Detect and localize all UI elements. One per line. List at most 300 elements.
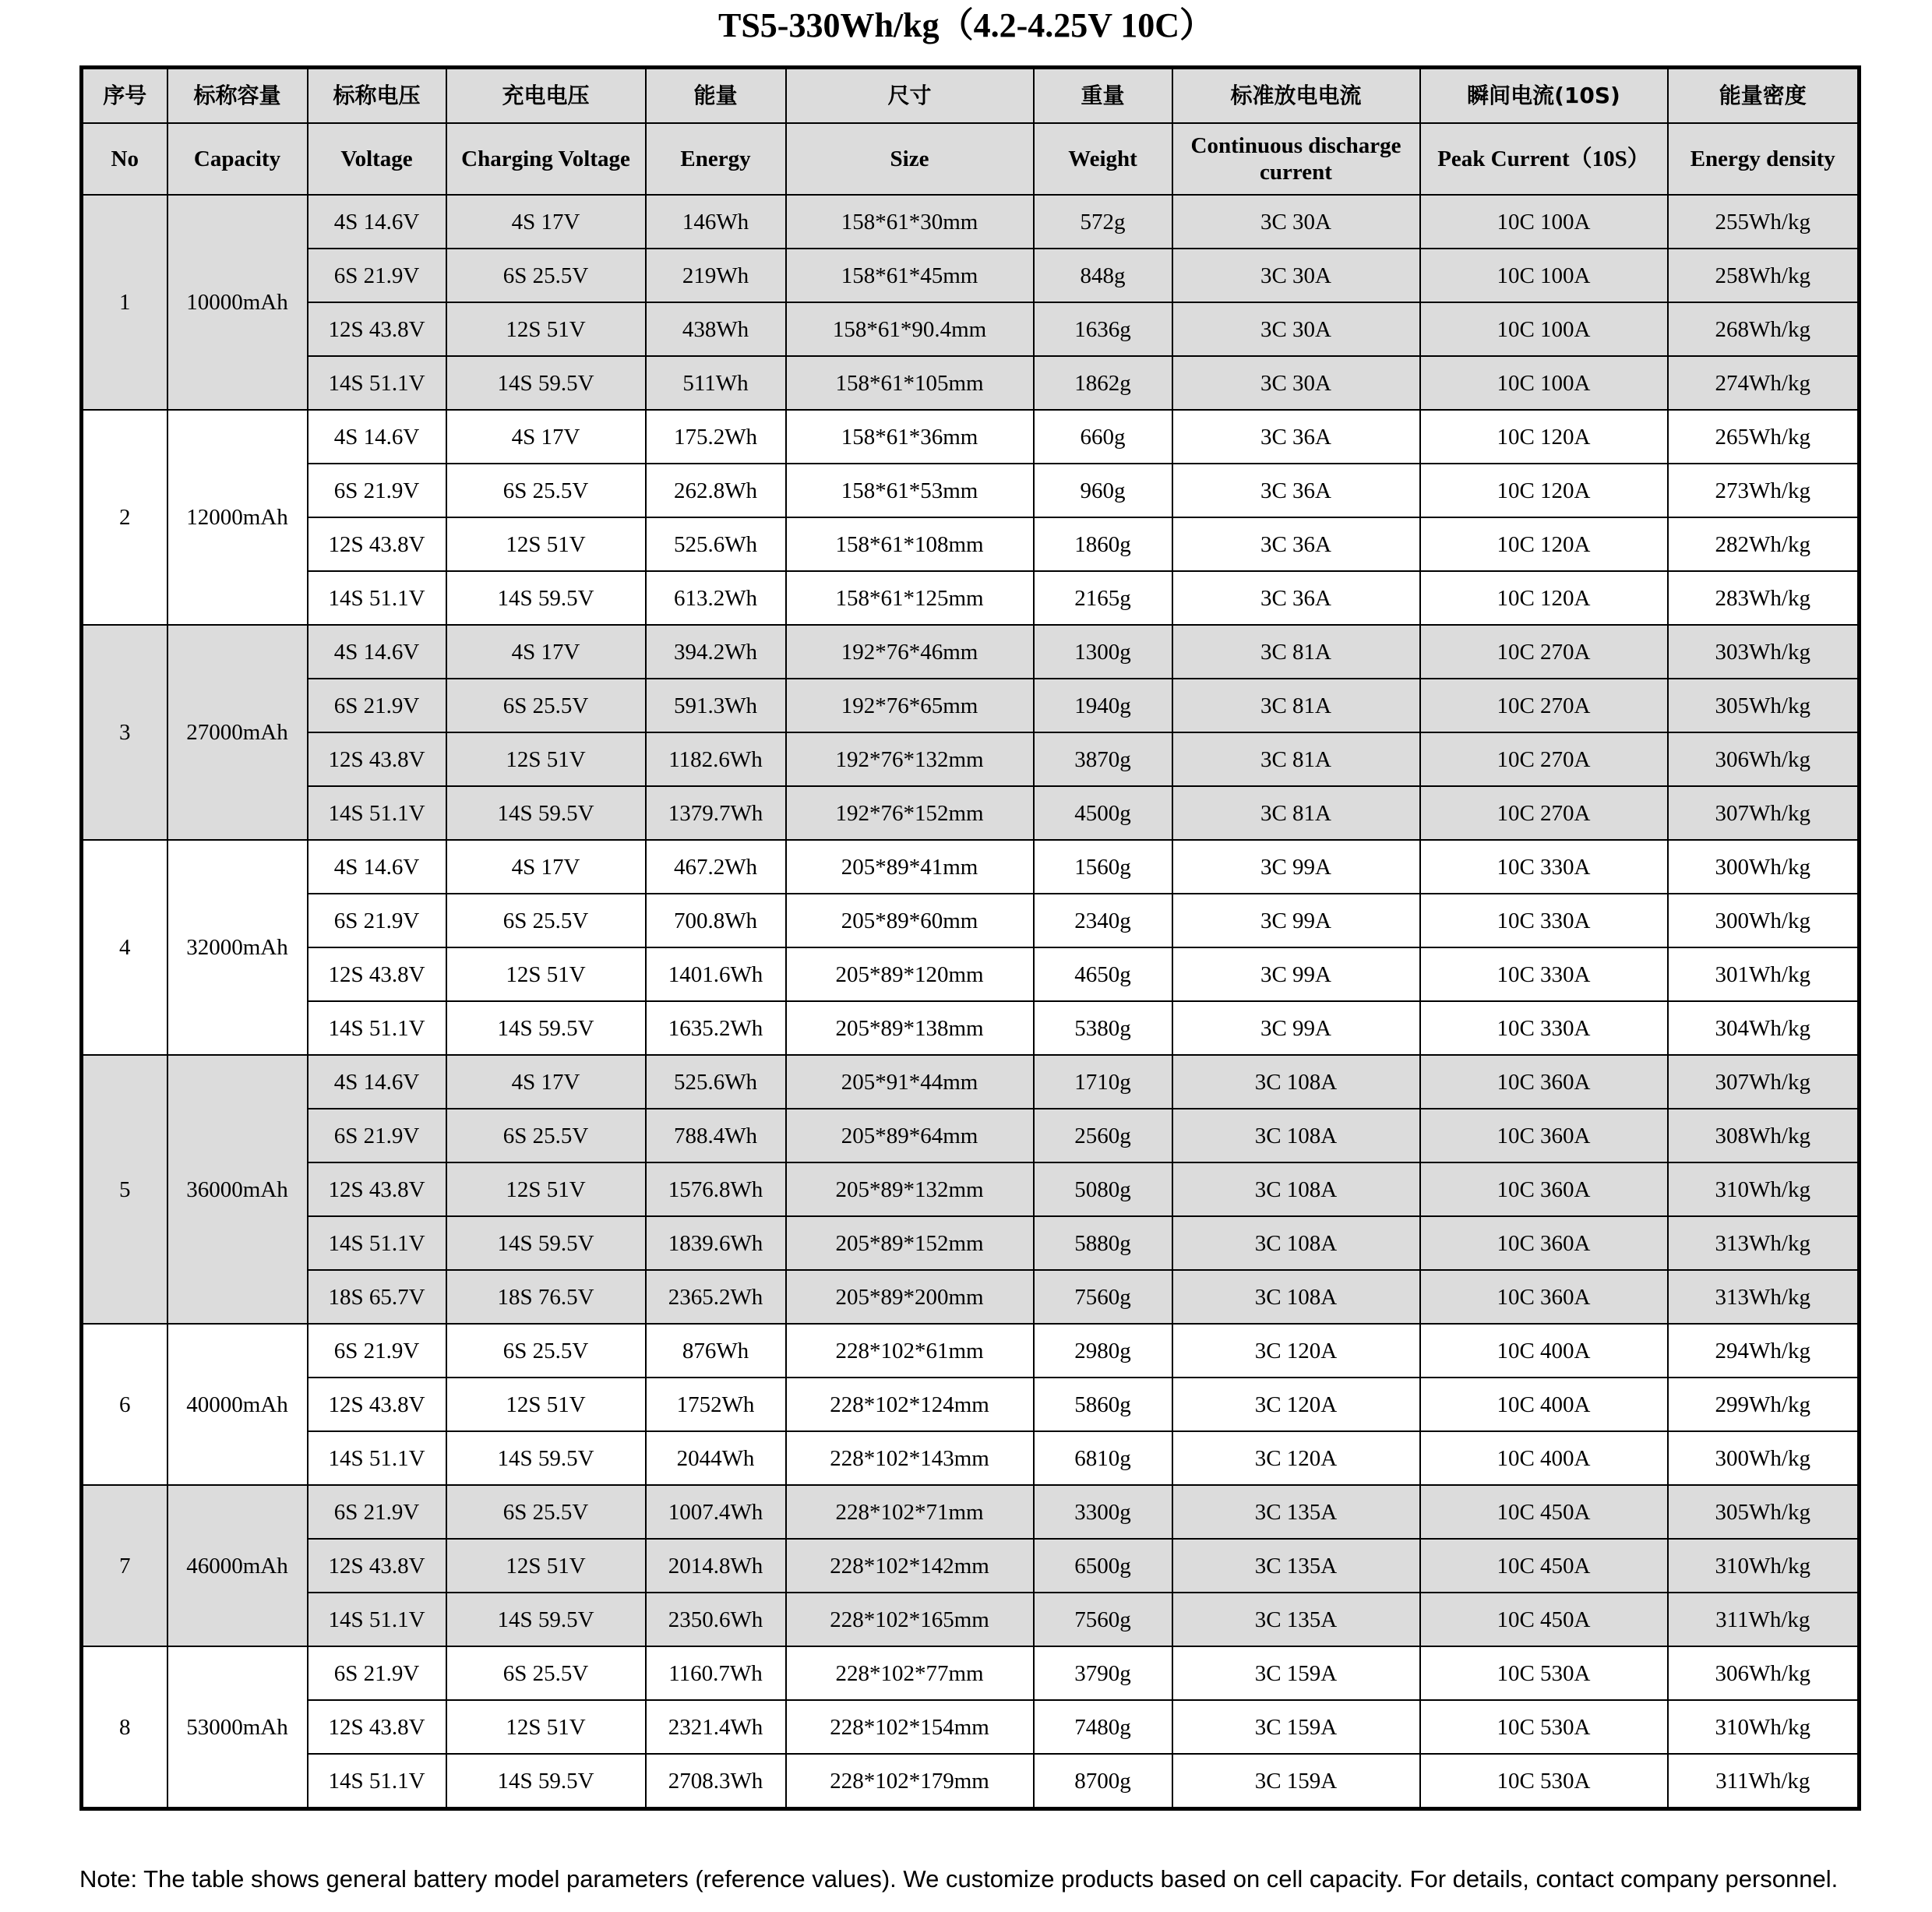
discharge-current-cell: 3C 159A bbox=[1172, 1646, 1420, 1700]
table-row bbox=[82, 786, 1860, 840]
peak-current-cell: 10C 360A bbox=[1420, 1109, 1668, 1162]
peak-current-cell: 10C 270A bbox=[1420, 732, 1668, 786]
energy-cell: 1182.6Wh bbox=[646, 732, 786, 786]
table-row bbox=[82, 195, 1860, 249]
table-row bbox=[82, 1001, 1860, 1055]
weight-cell: 5080g bbox=[1034, 1162, 1172, 1216]
size-cell: 192*76*46mm bbox=[786, 625, 1034, 679]
discharge-current-cell: 3C 159A bbox=[1172, 1754, 1420, 1809]
size-cell: 205*89*138mm bbox=[786, 1001, 1034, 1055]
voltage-cell: 4S 14.6V bbox=[308, 410, 446, 464]
capacity-cell: 12000mAh bbox=[167, 410, 308, 625]
size-cell: 205*91*44mm bbox=[786, 1055, 1034, 1109]
weight-cell: 1862g bbox=[1034, 356, 1172, 410]
weight-cell: 7480g bbox=[1034, 1700, 1172, 1754]
energy-cell: 1007.4Wh bbox=[646, 1485, 786, 1539]
weight-cell: 1300g bbox=[1034, 625, 1172, 679]
energy-density-cell: 307Wh/kg bbox=[1668, 1055, 1860, 1109]
size-cell: 228*102*179mm bbox=[786, 1754, 1034, 1809]
charging-voltage-cell: 4S 17V bbox=[446, 840, 646, 894]
charging-voltage-cell: 12S 51V bbox=[446, 1539, 646, 1593]
energy-cell: 146Wh bbox=[646, 195, 786, 249]
header-cell: Energy bbox=[646, 123, 786, 195]
table-row bbox=[82, 625, 1860, 679]
capacity-cell: 36000mAh bbox=[167, 1055, 308, 1324]
capacity-cell: 40000mAh bbox=[167, 1324, 308, 1485]
discharge-current-cell: 3C 99A bbox=[1172, 947, 1420, 1001]
charging-voltage-cell: 14S 59.5V bbox=[446, 1431, 646, 1485]
voltage-cell: 12S 43.8V bbox=[308, 1539, 446, 1593]
weight-cell: 1940g bbox=[1034, 679, 1172, 732]
size-cell: 228*102*143mm bbox=[786, 1431, 1034, 1485]
capacity-cell: 10000mAh bbox=[167, 195, 308, 410]
charging-voltage-cell: 14S 59.5V bbox=[446, 1216, 646, 1270]
charging-voltage-cell: 4S 17V bbox=[446, 410, 646, 464]
voltage-cell: 4S 14.6V bbox=[308, 840, 446, 894]
discharge-current-cell: 3C 36A bbox=[1172, 571, 1420, 625]
discharge-current-cell: 3C 120A bbox=[1172, 1378, 1420, 1431]
energy-density-cell: 313Wh/kg bbox=[1668, 1216, 1860, 1270]
size-cell: 158*61*90.4mm bbox=[786, 302, 1034, 356]
energy-density-cell: 305Wh/kg bbox=[1668, 1485, 1860, 1539]
table-row bbox=[82, 1646, 1860, 1700]
voltage-cell: 12S 43.8V bbox=[308, 1700, 446, 1754]
peak-current-cell: 10C 530A bbox=[1420, 1754, 1668, 1809]
size-cell: 228*102*165mm bbox=[786, 1593, 1034, 1646]
table-row bbox=[82, 1593, 1860, 1646]
voltage-cell: 12S 43.8V bbox=[308, 517, 446, 571]
weight-cell: 660g bbox=[1034, 410, 1172, 464]
voltage-cell: 6S 21.9V bbox=[308, 249, 446, 302]
header-cell: Weight bbox=[1034, 123, 1172, 195]
header-cell: Size bbox=[786, 123, 1034, 195]
voltage-cell: 14S 51.1V bbox=[308, 571, 446, 625]
energy-cell: 2044Wh bbox=[646, 1431, 786, 1485]
peak-current-cell: 10C 120A bbox=[1420, 571, 1668, 625]
discharge-current-cell: 3C 135A bbox=[1172, 1539, 1420, 1593]
charging-voltage-cell: 4S 17V bbox=[446, 195, 646, 249]
charging-voltage-cell: 6S 25.5V bbox=[446, 1324, 646, 1378]
table-row bbox=[82, 1055, 1860, 1109]
header-cell: Voltage bbox=[308, 123, 446, 195]
discharge-current-cell: 3C 81A bbox=[1172, 625, 1420, 679]
voltage-cell: 4S 14.6V bbox=[308, 195, 446, 249]
discharge-current-cell: 3C 99A bbox=[1172, 1001, 1420, 1055]
energy-density-cell: 282Wh/kg bbox=[1668, 517, 1860, 571]
energy-cell: 2350.6Wh bbox=[646, 1593, 786, 1646]
discharge-current-cell: 3C 36A bbox=[1172, 410, 1420, 464]
size-cell: 158*61*30mm bbox=[786, 195, 1034, 249]
size-cell: 228*102*71mm bbox=[786, 1485, 1034, 1539]
energy-density-cell: 273Wh/kg bbox=[1668, 464, 1860, 517]
discharge-current-cell: 3C 108A bbox=[1172, 1055, 1420, 1109]
voltage-cell: 4S 14.6V bbox=[308, 1055, 446, 1109]
discharge-current-cell: 3C 135A bbox=[1172, 1485, 1420, 1539]
charging-voltage-cell: 14S 59.5V bbox=[446, 1593, 646, 1646]
peak-current-cell: 10C 330A bbox=[1420, 840, 1668, 894]
energy-density-cell: 307Wh/kg bbox=[1668, 786, 1860, 840]
discharge-current-cell: 3C 120A bbox=[1172, 1324, 1420, 1378]
table-row bbox=[82, 1324, 1860, 1378]
energy-density-cell: 255Wh/kg bbox=[1668, 195, 1860, 249]
no-cell: 3 bbox=[82, 625, 167, 840]
weight-cell: 3870g bbox=[1034, 732, 1172, 786]
header-cell: No bbox=[82, 123, 167, 195]
weight-cell: 1560g bbox=[1034, 840, 1172, 894]
peak-current-cell: 10C 400A bbox=[1420, 1431, 1668, 1485]
table-row bbox=[82, 571, 1860, 625]
header-cell: 尺寸 bbox=[786, 68, 1034, 124]
size-cell: 228*102*154mm bbox=[786, 1700, 1034, 1754]
discharge-current-cell: 3C 36A bbox=[1172, 517, 1420, 571]
voltage-cell: 6S 21.9V bbox=[308, 894, 446, 947]
size-cell: 205*89*200mm bbox=[786, 1270, 1034, 1324]
energy-cell: 175.2Wh bbox=[646, 410, 786, 464]
energy-density-cell: 299Wh/kg bbox=[1668, 1378, 1860, 1431]
header-cell: 能量密度 bbox=[1668, 68, 1860, 124]
size-cell: 158*61*125mm bbox=[786, 571, 1034, 625]
table-row bbox=[82, 1378, 1860, 1431]
weight-cell: 5380g bbox=[1034, 1001, 1172, 1055]
energy-density-cell: 300Wh/kg bbox=[1668, 1431, 1860, 1485]
energy-cell: 1839.6Wh bbox=[646, 1216, 786, 1270]
charging-voltage-cell: 12S 51V bbox=[446, 517, 646, 571]
weight-cell: 5860g bbox=[1034, 1378, 1172, 1431]
energy-density-cell: 294Wh/kg bbox=[1668, 1324, 1860, 1378]
size-cell: 192*76*65mm bbox=[786, 679, 1034, 732]
size-cell: 205*89*132mm bbox=[786, 1162, 1034, 1216]
weight-cell: 572g bbox=[1034, 195, 1172, 249]
battery-spec-table bbox=[79, 65, 1861, 1811]
peak-current-cell: 10C 450A bbox=[1420, 1539, 1668, 1593]
no-cell: 1 bbox=[82, 195, 167, 410]
weight-cell: 4500g bbox=[1034, 786, 1172, 840]
energy-density-cell: 304Wh/kg bbox=[1668, 1001, 1860, 1055]
energy-cell: 1752Wh bbox=[646, 1378, 786, 1431]
weight-cell: 2560g bbox=[1034, 1109, 1172, 1162]
charging-voltage-cell: 14S 59.5V bbox=[446, 1001, 646, 1055]
voltage-cell: 6S 21.9V bbox=[308, 1646, 446, 1700]
voltage-cell: 14S 51.1V bbox=[308, 356, 446, 410]
header-cell: Charging Voltage bbox=[446, 123, 646, 195]
peak-current-cell: 10C 360A bbox=[1420, 1055, 1668, 1109]
weight-cell: 2980g bbox=[1034, 1324, 1172, 1378]
discharge-current-cell: 3C 108A bbox=[1172, 1109, 1420, 1162]
energy-cell: 1635.2Wh bbox=[646, 1001, 786, 1055]
size-cell: 228*102*61mm bbox=[786, 1324, 1034, 1378]
weight-cell: 2340g bbox=[1034, 894, 1172, 947]
charging-voltage-cell: 6S 25.5V bbox=[446, 1646, 646, 1700]
energy-cell: 511Wh bbox=[646, 356, 786, 410]
peak-current-cell: 10C 530A bbox=[1420, 1646, 1668, 1700]
voltage-cell: 6S 21.9V bbox=[308, 1109, 446, 1162]
voltage-cell: 14S 51.1V bbox=[308, 1754, 446, 1809]
energy-density-cell: 283Wh/kg bbox=[1668, 571, 1860, 625]
size-cell: 192*76*152mm bbox=[786, 786, 1034, 840]
voltage-cell: 14S 51.1V bbox=[308, 1593, 446, 1646]
header-cell: 充电电压 bbox=[446, 68, 646, 124]
size-cell: 205*89*152mm bbox=[786, 1216, 1034, 1270]
discharge-current-cell: 3C 108A bbox=[1172, 1216, 1420, 1270]
no-cell: 5 bbox=[82, 1055, 167, 1324]
header-cell: Continuous discharge current bbox=[1172, 123, 1420, 195]
capacity-cell: 46000mAh bbox=[167, 1485, 308, 1646]
discharge-current-cell: 3C 30A bbox=[1172, 195, 1420, 249]
energy-cell: 700.8Wh bbox=[646, 894, 786, 947]
weight-cell: 960g bbox=[1034, 464, 1172, 517]
peak-current-cell: 10C 270A bbox=[1420, 786, 1668, 840]
charging-voltage-cell: 6S 25.5V bbox=[446, 1109, 646, 1162]
discharge-current-cell: 3C 81A bbox=[1172, 786, 1420, 840]
peak-current-cell: 10C 530A bbox=[1420, 1700, 1668, 1754]
charging-voltage-cell: 12S 51V bbox=[446, 732, 646, 786]
charging-voltage-cell: 12S 51V bbox=[446, 1162, 646, 1216]
energy-cell: 1401.6Wh bbox=[646, 947, 786, 1001]
charging-voltage-cell: 12S 51V bbox=[446, 302, 646, 356]
discharge-current-cell: 3C 36A bbox=[1172, 464, 1420, 517]
weight-cell: 8700g bbox=[1034, 1754, 1172, 1809]
table-row bbox=[82, 1270, 1860, 1324]
energy-density-cell: 310Wh/kg bbox=[1668, 1539, 1860, 1593]
discharge-current-cell: 3C 81A bbox=[1172, 732, 1420, 786]
energy-cell: 591.3Wh bbox=[646, 679, 786, 732]
header-cell: Energy density bbox=[1668, 123, 1860, 195]
energy-cell: 613.2Wh bbox=[646, 571, 786, 625]
energy-density-cell: 311Wh/kg bbox=[1668, 1593, 1860, 1646]
weight-cell: 5880g bbox=[1034, 1216, 1172, 1270]
header-cell: Peak Current（10S） bbox=[1420, 123, 1668, 195]
discharge-current-cell: 3C 120A bbox=[1172, 1431, 1420, 1485]
peak-current-cell: 10C 120A bbox=[1420, 410, 1668, 464]
charging-voltage-cell: 14S 59.5V bbox=[446, 786, 646, 840]
size-cell: 158*61*36mm bbox=[786, 410, 1034, 464]
energy-density-cell: 300Wh/kg bbox=[1668, 894, 1860, 947]
weight-cell: 3300g bbox=[1034, 1485, 1172, 1539]
discharge-current-cell: 3C 30A bbox=[1172, 302, 1420, 356]
energy-cell: 1576.8Wh bbox=[646, 1162, 786, 1216]
voltage-cell: 12S 43.8V bbox=[308, 947, 446, 1001]
energy-density-cell: 308Wh/kg bbox=[1668, 1109, 1860, 1162]
voltage-cell: 14S 51.1V bbox=[308, 786, 446, 840]
energy-density-cell: 310Wh/kg bbox=[1668, 1700, 1860, 1754]
page-title: TS5-330Wh/kg（4.2-4.25V 10C） bbox=[717, 6, 1215, 44]
capacity-cell: 27000mAh bbox=[167, 625, 308, 840]
peak-current-cell: 10C 100A bbox=[1420, 195, 1668, 249]
peak-current-cell: 10C 450A bbox=[1420, 1485, 1668, 1539]
voltage-cell: 14S 51.1V bbox=[308, 1216, 446, 1270]
table-row bbox=[82, 1162, 1860, 1216]
table-row bbox=[82, 517, 1860, 571]
size-cell: 228*102*77mm bbox=[786, 1646, 1034, 1700]
discharge-current-cell: 3C 99A bbox=[1172, 894, 1420, 947]
weight-cell: 4650g bbox=[1034, 947, 1172, 1001]
charging-voltage-cell: 6S 25.5V bbox=[446, 1485, 646, 1539]
table-row bbox=[82, 1700, 1860, 1754]
table-row bbox=[82, 679, 1860, 732]
weight-cell: 848g bbox=[1034, 249, 1172, 302]
no-cell: 8 bbox=[82, 1646, 167, 1809]
table-body bbox=[82, 68, 1860, 1809]
energy-cell: 876Wh bbox=[646, 1324, 786, 1378]
voltage-cell: 12S 43.8V bbox=[308, 1378, 446, 1431]
charging-voltage-cell: 6S 25.5V bbox=[446, 249, 646, 302]
table-row bbox=[82, 410, 1860, 464]
peak-current-cell: 10C 100A bbox=[1420, 302, 1668, 356]
header-cell: 标准放电电流 bbox=[1172, 68, 1420, 124]
discharge-current-cell: 3C 159A bbox=[1172, 1700, 1420, 1754]
voltage-cell: 14S 51.1V bbox=[308, 1001, 446, 1055]
charging-voltage-cell: 4S 17V bbox=[446, 1055, 646, 1109]
peak-current-cell: 10C 360A bbox=[1420, 1270, 1668, 1324]
weight-cell: 6500g bbox=[1034, 1539, 1172, 1593]
size-cell: 158*61*105mm bbox=[786, 356, 1034, 410]
size-cell: 158*61*53mm bbox=[786, 464, 1034, 517]
size-cell: 228*102*142mm bbox=[786, 1539, 1034, 1593]
table-row bbox=[82, 894, 1860, 947]
charging-voltage-cell: 6S 25.5V bbox=[446, 464, 646, 517]
voltage-cell: 6S 21.9V bbox=[308, 1485, 446, 1539]
energy-density-cell: 305Wh/kg bbox=[1668, 679, 1860, 732]
header-row-english bbox=[82, 123, 1860, 195]
size-cell: 205*89*60mm bbox=[786, 894, 1034, 947]
peak-current-cell: 10C 400A bbox=[1420, 1378, 1668, 1431]
peak-current-cell: 10C 100A bbox=[1420, 356, 1668, 410]
peak-current-cell: 10C 330A bbox=[1420, 894, 1668, 947]
charging-voltage-cell: 6S 25.5V bbox=[446, 679, 646, 732]
energy-density-cell: 301Wh/kg bbox=[1668, 947, 1860, 1001]
size-cell: 192*76*132mm bbox=[786, 732, 1034, 786]
discharge-current-cell: 3C 99A bbox=[1172, 840, 1420, 894]
table-row bbox=[82, 464, 1860, 517]
weight-cell: 7560g bbox=[1034, 1593, 1172, 1646]
energy-density-cell: 258Wh/kg bbox=[1668, 249, 1860, 302]
weight-cell: 3790g bbox=[1034, 1646, 1172, 1700]
charging-voltage-cell: 12S 51V bbox=[446, 1378, 646, 1431]
table-row bbox=[82, 732, 1860, 786]
discharge-current-cell: 3C 108A bbox=[1172, 1162, 1420, 1216]
energy-cell: 2365.2Wh bbox=[646, 1270, 786, 1324]
charging-voltage-cell: 12S 51V bbox=[446, 947, 646, 1001]
discharge-current-cell: 3C 108A bbox=[1172, 1270, 1420, 1324]
table-row bbox=[82, 249, 1860, 302]
voltage-cell: 14S 51.1V bbox=[308, 1431, 446, 1485]
no-cell: 7 bbox=[82, 1485, 167, 1646]
weight-cell: 1860g bbox=[1034, 517, 1172, 571]
weight-cell: 2165g bbox=[1034, 571, 1172, 625]
energy-cell: 525.6Wh bbox=[646, 517, 786, 571]
peak-current-cell: 10C 330A bbox=[1420, 1001, 1668, 1055]
energy-cell: 788.4Wh bbox=[646, 1109, 786, 1162]
energy-density-cell: 265Wh/kg bbox=[1668, 410, 1860, 464]
energy-density-cell: 274Wh/kg bbox=[1668, 356, 1860, 410]
energy-cell: 1160.7Wh bbox=[646, 1646, 786, 1700]
voltage-cell: 6S 21.9V bbox=[308, 679, 446, 732]
size-cell: 205*89*41mm bbox=[786, 840, 1034, 894]
peak-current-cell: 10C 100A bbox=[1420, 249, 1668, 302]
weight-cell: 6810g bbox=[1034, 1431, 1172, 1485]
energy-cell: 2708.3Wh bbox=[646, 1754, 786, 1809]
voltage-cell: 4S 14.6V bbox=[308, 625, 446, 679]
table-row bbox=[82, 1431, 1860, 1485]
voltage-cell: 6S 21.9V bbox=[308, 1324, 446, 1378]
charging-voltage-cell: 12S 51V bbox=[446, 1700, 646, 1754]
capacity-cell: 53000mAh bbox=[167, 1646, 308, 1809]
no-cell: 2 bbox=[82, 410, 167, 625]
energy-density-cell: 306Wh/kg bbox=[1668, 732, 1860, 786]
header-cell: Capacity bbox=[167, 123, 308, 195]
no-cell: 6 bbox=[82, 1324, 167, 1485]
header-cell: 瞬间电流(10S) bbox=[1420, 68, 1668, 124]
voltage-cell: 12S 43.8V bbox=[308, 302, 446, 356]
discharge-current-cell: 3C 81A bbox=[1172, 679, 1420, 732]
header-row-chinese bbox=[82, 68, 1860, 124]
size-cell: 205*89*120mm bbox=[786, 947, 1034, 1001]
charging-voltage-cell: 14S 59.5V bbox=[446, 356, 646, 410]
charging-voltage-cell: 6S 25.5V bbox=[446, 894, 646, 947]
peak-current-cell: 10C 270A bbox=[1420, 625, 1668, 679]
header-cell: 标称电压 bbox=[308, 68, 446, 124]
peak-current-cell: 10C 330A bbox=[1420, 947, 1668, 1001]
energy-cell: 2014.8Wh bbox=[646, 1539, 786, 1593]
header-cell: 标称容量 bbox=[167, 68, 308, 124]
weight-cell: 1710g bbox=[1034, 1055, 1172, 1109]
voltage-cell: 6S 21.9V bbox=[308, 464, 446, 517]
peak-current-cell: 10C 270A bbox=[1420, 679, 1668, 732]
weight-cell: 7560g bbox=[1034, 1270, 1172, 1324]
energy-density-cell: 311Wh/kg bbox=[1668, 1754, 1860, 1809]
size-cell: 205*89*64mm bbox=[786, 1109, 1034, 1162]
table-row bbox=[82, 1754, 1860, 1809]
energy-density-cell: 306Wh/kg bbox=[1668, 1646, 1860, 1700]
table-row bbox=[82, 1216, 1860, 1270]
energy-cell: 525.6Wh bbox=[646, 1055, 786, 1109]
voltage-cell: 12S 43.8V bbox=[308, 732, 446, 786]
no-cell: 4 bbox=[82, 840, 167, 1055]
energy-cell: 438Wh bbox=[646, 302, 786, 356]
voltage-cell: 12S 43.8V bbox=[308, 1162, 446, 1216]
energy-cell: 394.2Wh bbox=[646, 625, 786, 679]
energy-density-cell: 313Wh/kg bbox=[1668, 1270, 1860, 1324]
table-row bbox=[82, 356, 1860, 410]
discharge-current-cell: 3C 135A bbox=[1172, 1593, 1420, 1646]
energy-cell: 1379.7Wh bbox=[646, 786, 786, 840]
peak-current-cell: 10C 400A bbox=[1420, 1324, 1668, 1378]
table-row bbox=[82, 840, 1860, 894]
charging-voltage-cell: 14S 59.5V bbox=[446, 571, 646, 625]
header-cell: 序号 bbox=[82, 68, 167, 124]
peak-current-cell: 10C 120A bbox=[1420, 517, 1668, 571]
peak-current-cell: 10C 120A bbox=[1420, 464, 1668, 517]
header-cell: 能量 bbox=[646, 68, 786, 124]
energy-cell: 262.8Wh bbox=[646, 464, 786, 517]
peak-current-cell: 10C 450A bbox=[1420, 1593, 1668, 1646]
energy-cell: 467.2Wh bbox=[646, 840, 786, 894]
peak-current-cell: 10C 360A bbox=[1420, 1162, 1668, 1216]
charging-voltage-cell: 14S 59.5V bbox=[446, 1754, 646, 1809]
size-cell: 228*102*124mm bbox=[786, 1378, 1034, 1431]
weight-cell: 1636g bbox=[1034, 302, 1172, 356]
capacity-cell: 32000mAh bbox=[167, 840, 308, 1055]
table-row bbox=[82, 1109, 1860, 1162]
table-row bbox=[82, 1539, 1860, 1593]
discharge-current-cell: 3C 30A bbox=[1172, 356, 1420, 410]
voltage-cell: 18S 65.7V bbox=[308, 1270, 446, 1324]
energy-cell: 219Wh bbox=[646, 249, 786, 302]
charging-voltage-cell: 4S 17V bbox=[446, 625, 646, 679]
table-row bbox=[82, 302, 1860, 356]
energy-density-cell: 310Wh/kg bbox=[1668, 1162, 1860, 1216]
energy-density-cell: 303Wh/kg bbox=[1668, 625, 1860, 679]
